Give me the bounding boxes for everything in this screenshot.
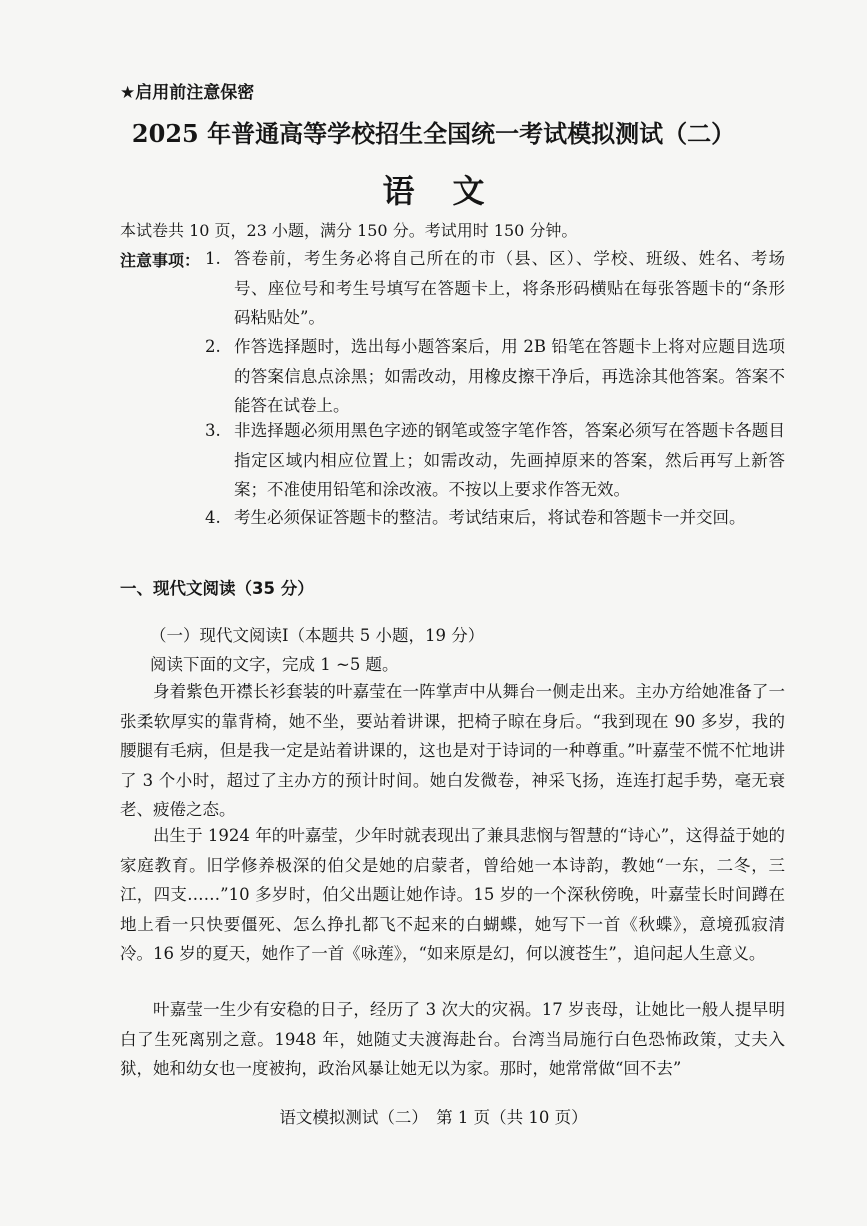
note-item <box>205 244 785 333</box>
note-item <box>205 503 785 533</box>
notes-label: 注意事项： <box>120 251 201 270</box>
note-text: 非选择题必须用黑色字迹的钢笔或签字笔作答，答案必须写在答题卡各题目指定区域内相应位置上；如需改动，先画掉原来的答案，然后再写上新答案；不准使用铅笔和涂改液。不按以上要求作答无效。 <box>234 421 785 499</box>
note-text: 考生必须保证答题卡的整洁。考试结束后，将试卷和答题卡一并交回。 <box>234 508 746 527</box>
passage-paragraph: 出生于 1924 年的叶嘉莹，少年时就表现出了兼具悲悯与智慧的“诗心”，这得益于她的家庭教育。旧学修养极深的伯父是她的启蒙者，曾给她一本诗韵，教她“一东，二冬，三江，四支……”10 多岁时，伯父出题让她作诗。15 岁的一个深秋傍晚，叶嘉莹长时间蹲在地上看一只快要僵死、怎么挣扎都飞不起来的白蝴蝶，她写下一首《秋蝶》，意境孤寂清冷。16 岁的夏天，她作了一首《咏莲》，“如来原是幻，何以渡苍生”，追问起人生意义。 <box>120 826 785 963</box>
subsection-heading: （一）现代文阅读Ⅰ（本题共 5 小题，19 分） <box>150 626 485 645</box>
note-item <box>205 416 785 505</box>
passage-paragraph: 叶嘉莹一生少有安稳的日子，经历了 3 次大的灾祸。17 岁丧母，让她比一般人提早明白了生死离别之意。1948 年，她随丈夫渡海赴台。台湾当局施行白色恐怖政策，丈夫入狱，她和幼女也一度被拘，政治风暴让她无以为家。那时，她常常做“回不去” <box>120 1000 785 1078</box>
note-number: 1. <box>205 249 221 268</box>
note-item <box>205 332 785 421</box>
section-heading: 一、现代文阅读（35 分） <box>120 579 314 598</box>
reading-instruction: 阅读下面的文字，完成 1 ~5 题。 <box>150 655 399 674</box>
exam-title: 2025 年普通高等学校招生全国统一考试模拟测试（二） <box>131 119 736 148</box>
page-footer: 语文模拟测试（二） 第 1 页（共 10 页） <box>279 1108 588 1127</box>
note-text: 答卷前，考生务必将自己所在的市（县、区）、学校、班级、姓名、考场号、座位号和考生号填写在答题卡上，将条形码横贴在每张答题卡的“条形码粘贴处”。 <box>234 249 785 327</box>
subject-title: 语文 <box>382 172 523 210</box>
confidential-mark: ★启用前注意保密 <box>120 83 255 103</box>
note-text: 作答选择题时，选出每小题答案后，用 2B 铅笔在答题卡上将对应题目选项的答案信息点涂黑；如需改动，用橡皮擦干净后，再选涂其他答案。答案不能答在试卷上。 <box>234 337 785 415</box>
passage-paragraph: 身着紫色开襟长衫套装的叶嘉莹在一阵掌声中从舞台一侧走出来。主办方给她准备了一张柔软厚实的靠背椅，她不坐，要站着讲课，把椅子晾在身后。“我到现在 90 多岁，我的腰腿有毛病，但是我一定是站着讲课的，这也是对于诗词的一种尊重。”叶嘉莹不慌不忙地讲了 3 个小时，超过了主办方的预计时间。她白发微卷，神采飞扬，连连打起手势，毫无衰老、疲倦之态。 <box>120 682 785 819</box>
exam-intro: 本试卷共 10 页，23 小题，满分 150 分。考试用时 150 分钟。 <box>120 221 578 240</box>
note-number: 4. <box>205 508 221 527</box>
note-number: 3. <box>205 421 221 440</box>
note-number: 2. <box>205 337 221 356</box>
